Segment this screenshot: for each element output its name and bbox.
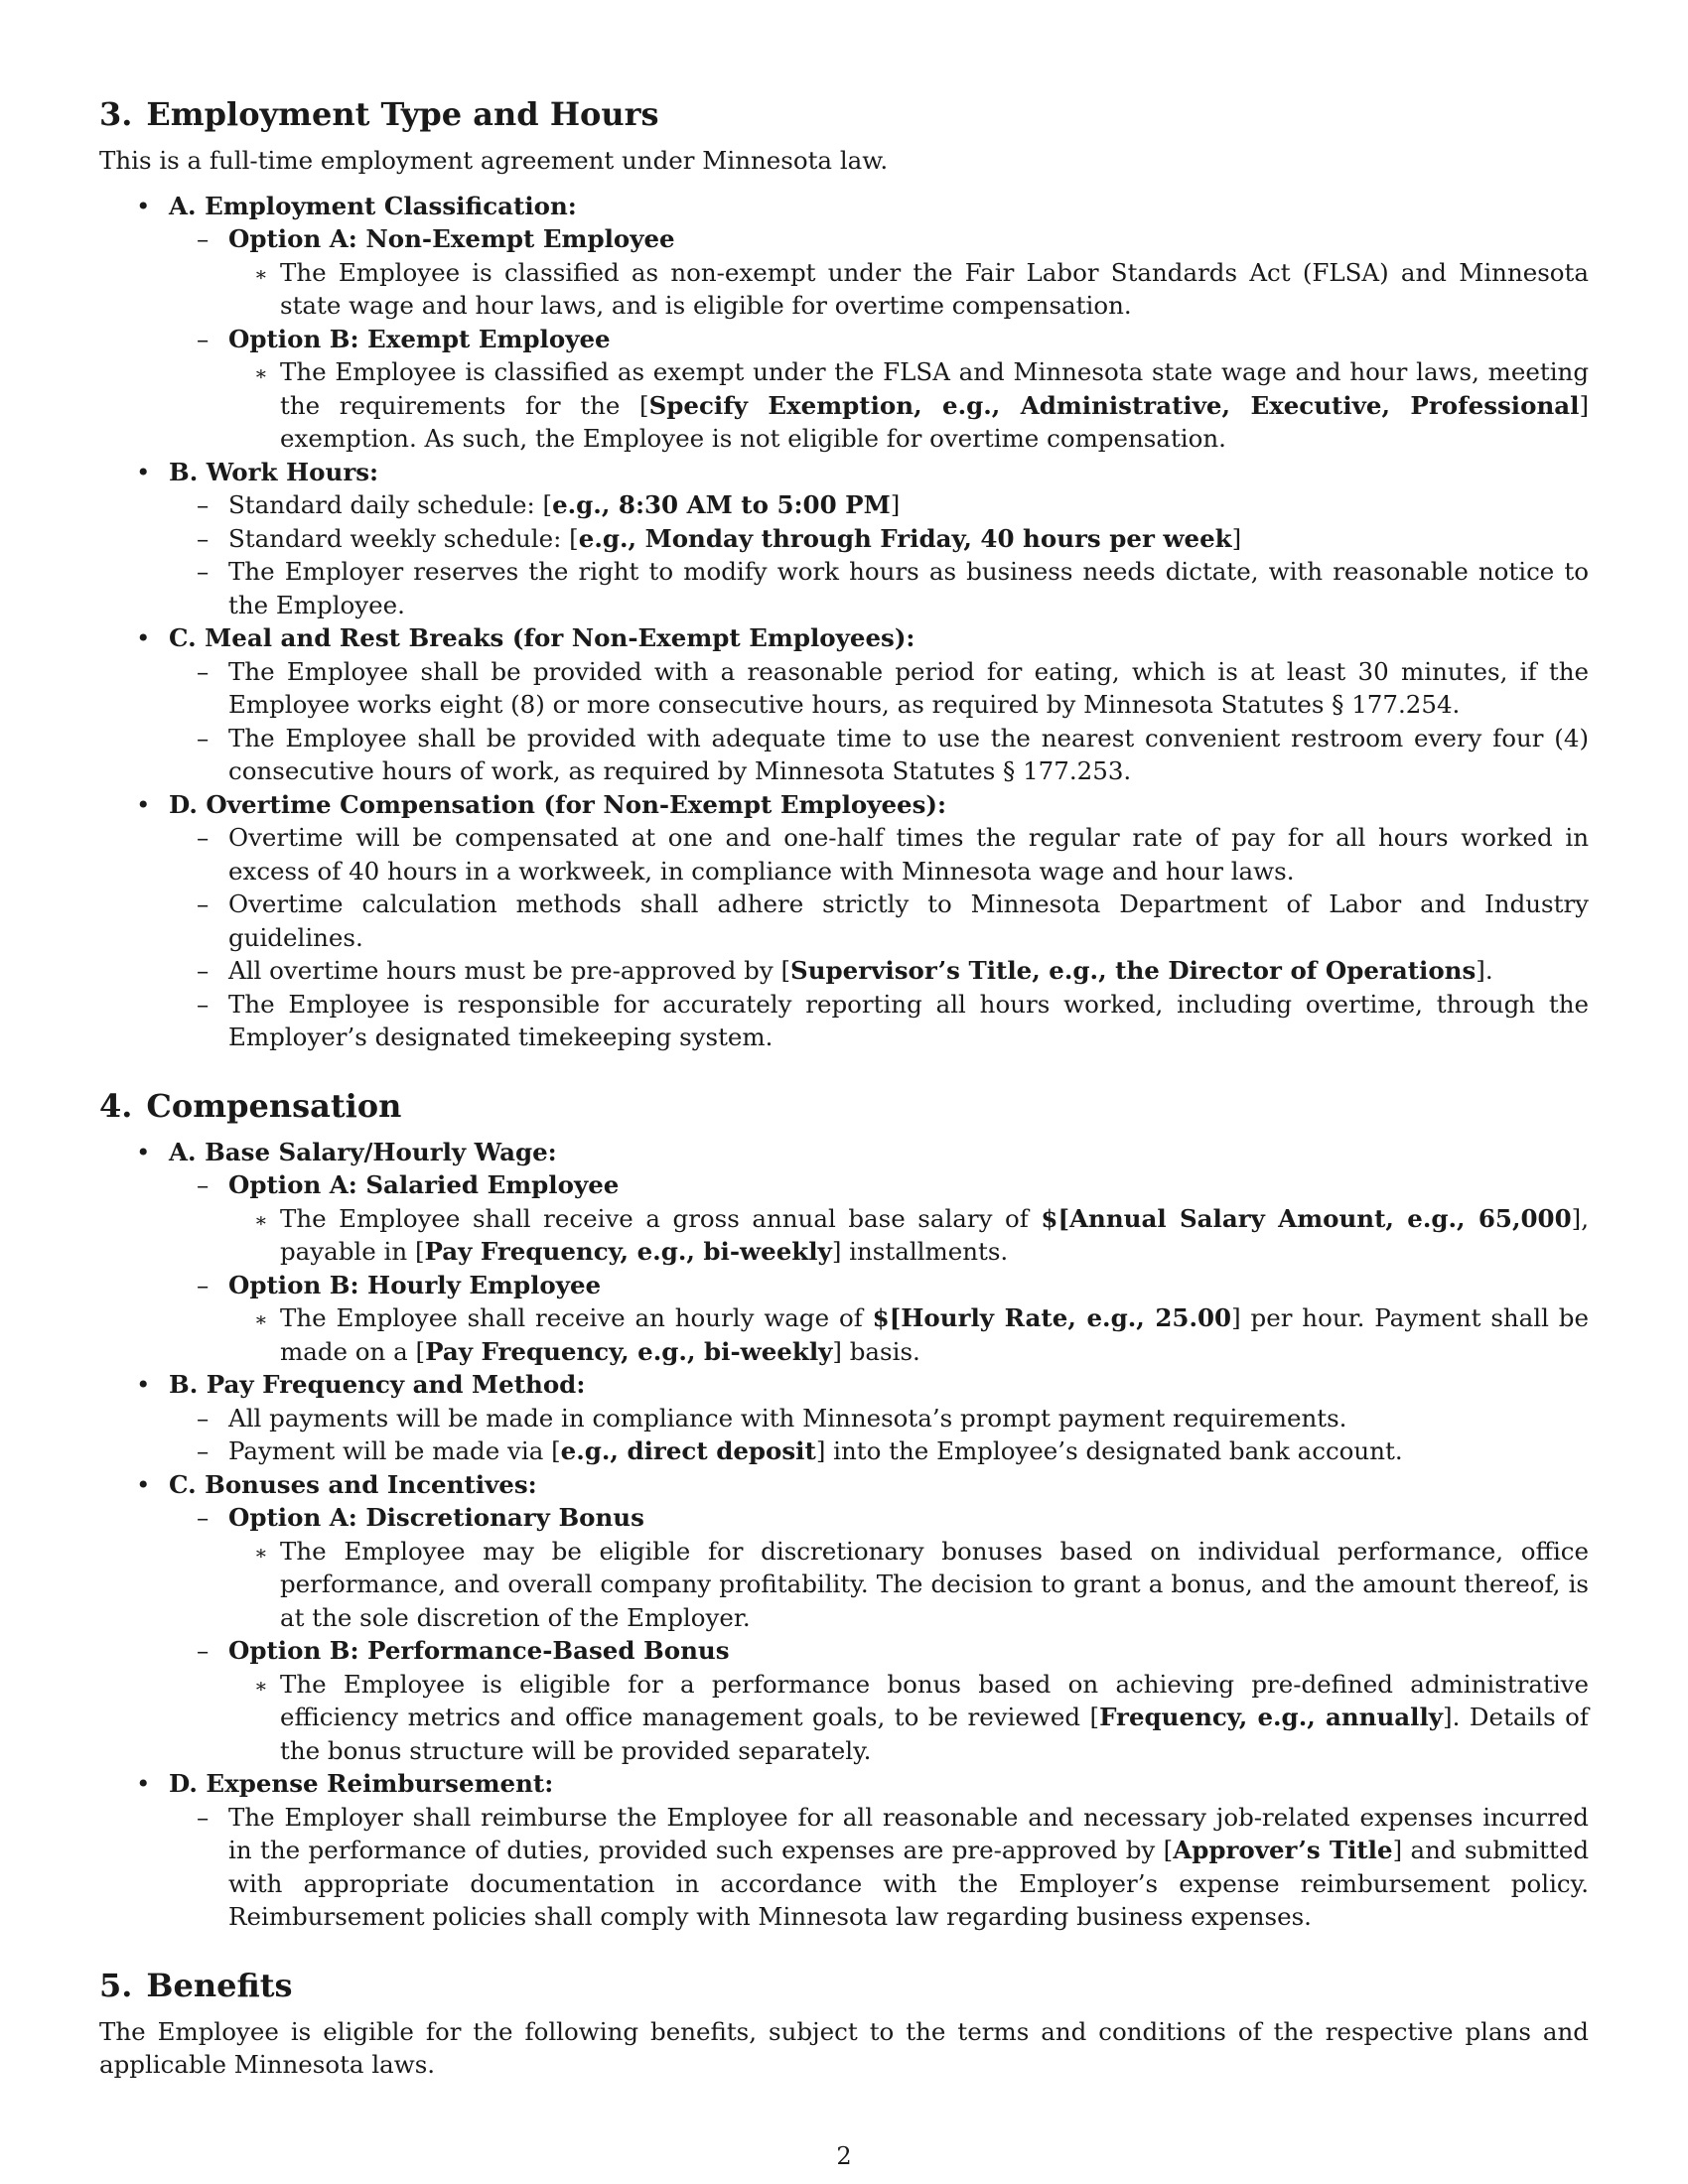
option-title: Option B: Performance-Based Bonus bbox=[228, 1636, 730, 1665]
bullet-marker: • bbox=[136, 623, 151, 652]
dash-marker: – bbox=[197, 523, 210, 553]
dash-marker: – bbox=[197, 224, 210, 253]
star-marker: ∗ bbox=[254, 1207, 268, 1232]
list-item: ∗ The Employee is eligible for a performance bonus based on achieving pre-defined administrative efficiency metrics and office management goals, to be reviewed [Frequency, e.g., annually]. Details of the bonus structure will be provided separately. bbox=[254, 1669, 1589, 1765]
section-4-heading: 4. Compensation bbox=[99, 1086, 402, 1125]
bullet-marker: • bbox=[136, 191, 151, 220]
item-title: D. Overtime Compensation (for Non-Exempt Employees): bbox=[169, 789, 947, 819]
placeholder-field: Frequency, e.g., annually bbox=[1099, 1703, 1444, 1731]
list-item bbox=[169, 222, 1589, 323]
star-marker: ∗ bbox=[254, 1540, 268, 1565]
list-item bbox=[99, 1368, 1589, 1468]
section-3-heading: 3. Employment Type and Hours bbox=[99, 95, 659, 133]
option-title: Option A: Discretionary Bonus bbox=[228, 1503, 644, 1532]
dash-marker: – bbox=[197, 989, 210, 1019]
section-3 bbox=[99, 94, 1589, 1054]
option-title: Option A: Salaried Employee bbox=[228, 1170, 620, 1199]
list-item: – The Employee is responsible for accurately reporting all hours worked, including overtime, through the Employer’s designated timekeeping system. bbox=[197, 989, 1589, 1051]
dash-marker: – bbox=[197, 823, 210, 852]
item-title: C. Meal and Rest Breaks (for Non-Exempt Employees): bbox=[169, 623, 915, 652]
list-item bbox=[99, 456, 1589, 622]
dash-marker: – bbox=[197, 1270, 210, 1299]
section-5-heading: 5. Benefits bbox=[99, 1966, 293, 2004]
placeholder-field: Pay Frequency, e.g., bi-weekly bbox=[425, 1336, 833, 1366]
list-item: – Payment will be made via [e.g., direct deposit] into the Employee’s designated bank account. bbox=[169, 1434, 1589, 1468]
section-4-list bbox=[99, 1136, 1589, 1934]
dash-marker: – bbox=[197, 956, 210, 985]
placeholder-field: $[Hourly Rate, e.g., 25.00 bbox=[872, 1303, 1232, 1332]
list-item: – Overtime calculation methods shall adhere strictly to Minnesota Department of Labor and Industry guidelines. bbox=[197, 889, 1589, 952]
list-item: ∗ The Employee is classified as non-exempt under the Fair Labor Standards Act (FLSA) and Minnesota state wage and hour laws, and is eligible for overtime compensation. bbox=[254, 257, 1589, 320]
item-title: A. Base Salary/Hourly Wage: bbox=[169, 1137, 557, 1166]
bullet-marker: • bbox=[136, 789, 151, 819]
option-title: Option B: Exempt Employee bbox=[228, 324, 611, 353]
placeholder-field: Pay Frequency, e.g., bi-weekly bbox=[424, 1237, 832, 1266]
dash-marker: – bbox=[197, 723, 210, 752]
list-item: – The Employer reserves the right to modify work hours as business needs dictate, with reasonable notice to the Employee. bbox=[197, 557, 1589, 619]
list-item bbox=[99, 1767, 1589, 1934]
list-item bbox=[99, 1136, 1589, 1369]
list-item bbox=[99, 190, 1589, 456]
item-title: B. Work Hours: bbox=[169, 457, 379, 486]
placeholder-field: Supervisor’s Title, e.g., the Director of Operations bbox=[790, 956, 1477, 985]
list-item bbox=[169, 1269, 1589, 1369]
list-item: – All payments will be made in compliance with Minnesota’s prompt payment requirements. bbox=[169, 1402, 1589, 1435]
list-item bbox=[169, 1168, 1589, 1269]
list-item: – Standard weekly schedule: [e.g., Monday through Friday, 40 hours per week] bbox=[169, 522, 1589, 556]
list-item: – All overtime hours must be pre-approved by [Supervisor’s Title, e.g., the Director of Operations]. bbox=[169, 954, 1589, 988]
dash-marker: – bbox=[197, 324, 210, 353]
star-marker: ∗ bbox=[254, 1307, 268, 1331]
bullet-marker: • bbox=[136, 1370, 151, 1399]
list-item: – The Employer shall reimburse the Employee for all reasonable and necessary job-related expenses incurred in the performance of duties, provided such expenses are pre-approved by [Approver’s Title] and submitted with appropriate documentation in accordance with the Employer’s expense reimbursement policy. Reimbursement policies shall comply with Minnesota law regarding business expenses. bbox=[197, 1802, 1589, 1931]
bullet-marker: • bbox=[136, 1137, 151, 1166]
dash-marker: – bbox=[197, 490, 210, 519]
star-marker: ∗ bbox=[254, 361, 268, 385]
list-item: ∗ The Employee shall receive a gross annual base salary of $[Annual Salary Amount, e.g., 65,000], payable in [Pay Frequency, e.g., bi-weekly] installments. bbox=[254, 1203, 1589, 1266]
star-marker: ∗ bbox=[254, 261, 268, 286]
section-3-intro: This is a full-time employment agreement under Minnesota law. bbox=[99, 146, 889, 175]
list-item bbox=[99, 788, 1589, 1054]
dash-marker: – bbox=[197, 1636, 210, 1665]
option-title: Option A: Non-Exempt Employee bbox=[228, 224, 675, 253]
section-5-intro: The Employee is eligible for the following benefits, subject to the terms and conditions of the respective plans and applicable Minnesota laws. bbox=[99, 2016, 1589, 2079]
document-page bbox=[99, 94, 1589, 2082]
bullet-marker: • bbox=[136, 1769, 151, 1798]
option-title: Option B: Hourly Employee bbox=[228, 1270, 602, 1299]
section-4 bbox=[99, 1086, 1589, 1934]
list-item: ∗ The Employee shall receive an hourly wage of $[Hourly Rate, e.g., 25.00] per hour. Payment shall be made on a [Pay Frequency, e.g., bi-weekly] basis. bbox=[254, 1303, 1589, 1366]
bullet-marker: • bbox=[136, 457, 151, 486]
list-item: ∗ The Employee may be eligible for discretionary bonuses based on individual performance, office performance, and overall company profitability. The decision to grant a bonus, and the amount thereof, is at the sole discretion of the Employer. bbox=[254, 1536, 1589, 1632]
list-item: ∗ The Employee is classified as exempt under the FLSA and Minnesota state wage and hour laws, meeting the requirements for the [Specify Exemption, e.g., Administrative, Executive, Professional] exemption. As such, the Employee is not eligible for overtime compensation. bbox=[254, 357, 1589, 453]
section-3-list bbox=[99, 190, 1589, 1054]
item-title: A. Employment Classification: bbox=[169, 191, 577, 220]
placeholder-field: Approver’s Title bbox=[1173, 1836, 1393, 1864]
section-5 bbox=[99, 1966, 1589, 2082]
list-item bbox=[99, 1468, 1589, 1768]
dash-marker: – bbox=[197, 557, 210, 586]
placeholder-field: e.g., 8:30 AM to 5:00 PM bbox=[552, 490, 891, 519]
page-number: 2 bbox=[836, 2142, 852, 2170]
dash-marker: – bbox=[197, 1436, 210, 1465]
list-item bbox=[169, 1634, 1589, 1767]
placeholder-field: e.g., direct deposit bbox=[560, 1436, 816, 1465]
list-item bbox=[169, 323, 1589, 456]
dash-marker: – bbox=[197, 1170, 210, 1199]
dash-marker: – bbox=[197, 656, 210, 686]
star-marker: ∗ bbox=[254, 1673, 268, 1698]
list-item: – Standard daily schedule: [e.g., 8:30 AM to 5:00 PM] bbox=[169, 488, 1589, 522]
list-item: – Overtime will be compensated at one and one-half times the regular rate of pay for all hours worked in excess of 40 hours in a workweek, in compliance with Minnesota wage and hour laws. bbox=[197, 823, 1589, 886]
dash-marker: – bbox=[197, 1403, 210, 1433]
item-title: B. Pay Frequency and Method: bbox=[169, 1370, 586, 1399]
item-title: D. Expense Reimbursement: bbox=[169, 1769, 554, 1798]
list-item bbox=[99, 621, 1589, 788]
placeholder-field: Specify Exemption, e.g., Administrative, Executive, Professional bbox=[648, 390, 1580, 420]
dash-marker: – bbox=[197, 1802, 210, 1832]
bullet-marker: • bbox=[136, 1469, 151, 1499]
item-title: C. Bonuses and Incentives: bbox=[169, 1469, 537, 1499]
dash-marker: – bbox=[197, 889, 210, 918]
list-item: – The Employee shall be provided with adequate time to use the nearest convenient restroom every four (4) consecutive hours of work, as required by Minnesota Statutes § 177.253. bbox=[197, 723, 1589, 785]
list-item: – The Employee shall be provided with a reasonable period for eating, which is at least 30 minutes, if the Employee works eight (8) or more consecutive hours, as required by Minnesota Statutes § 177.254. bbox=[197, 656, 1589, 719]
placeholder-field: $[Annual Salary Amount, e.g., 65,000 bbox=[1041, 1203, 1572, 1233]
placeholder-field: e.g., Monday through Friday, 40 hours per week bbox=[578, 523, 1232, 553]
list-item bbox=[169, 1501, 1589, 1634]
dash-marker: – bbox=[197, 1503, 210, 1532]
